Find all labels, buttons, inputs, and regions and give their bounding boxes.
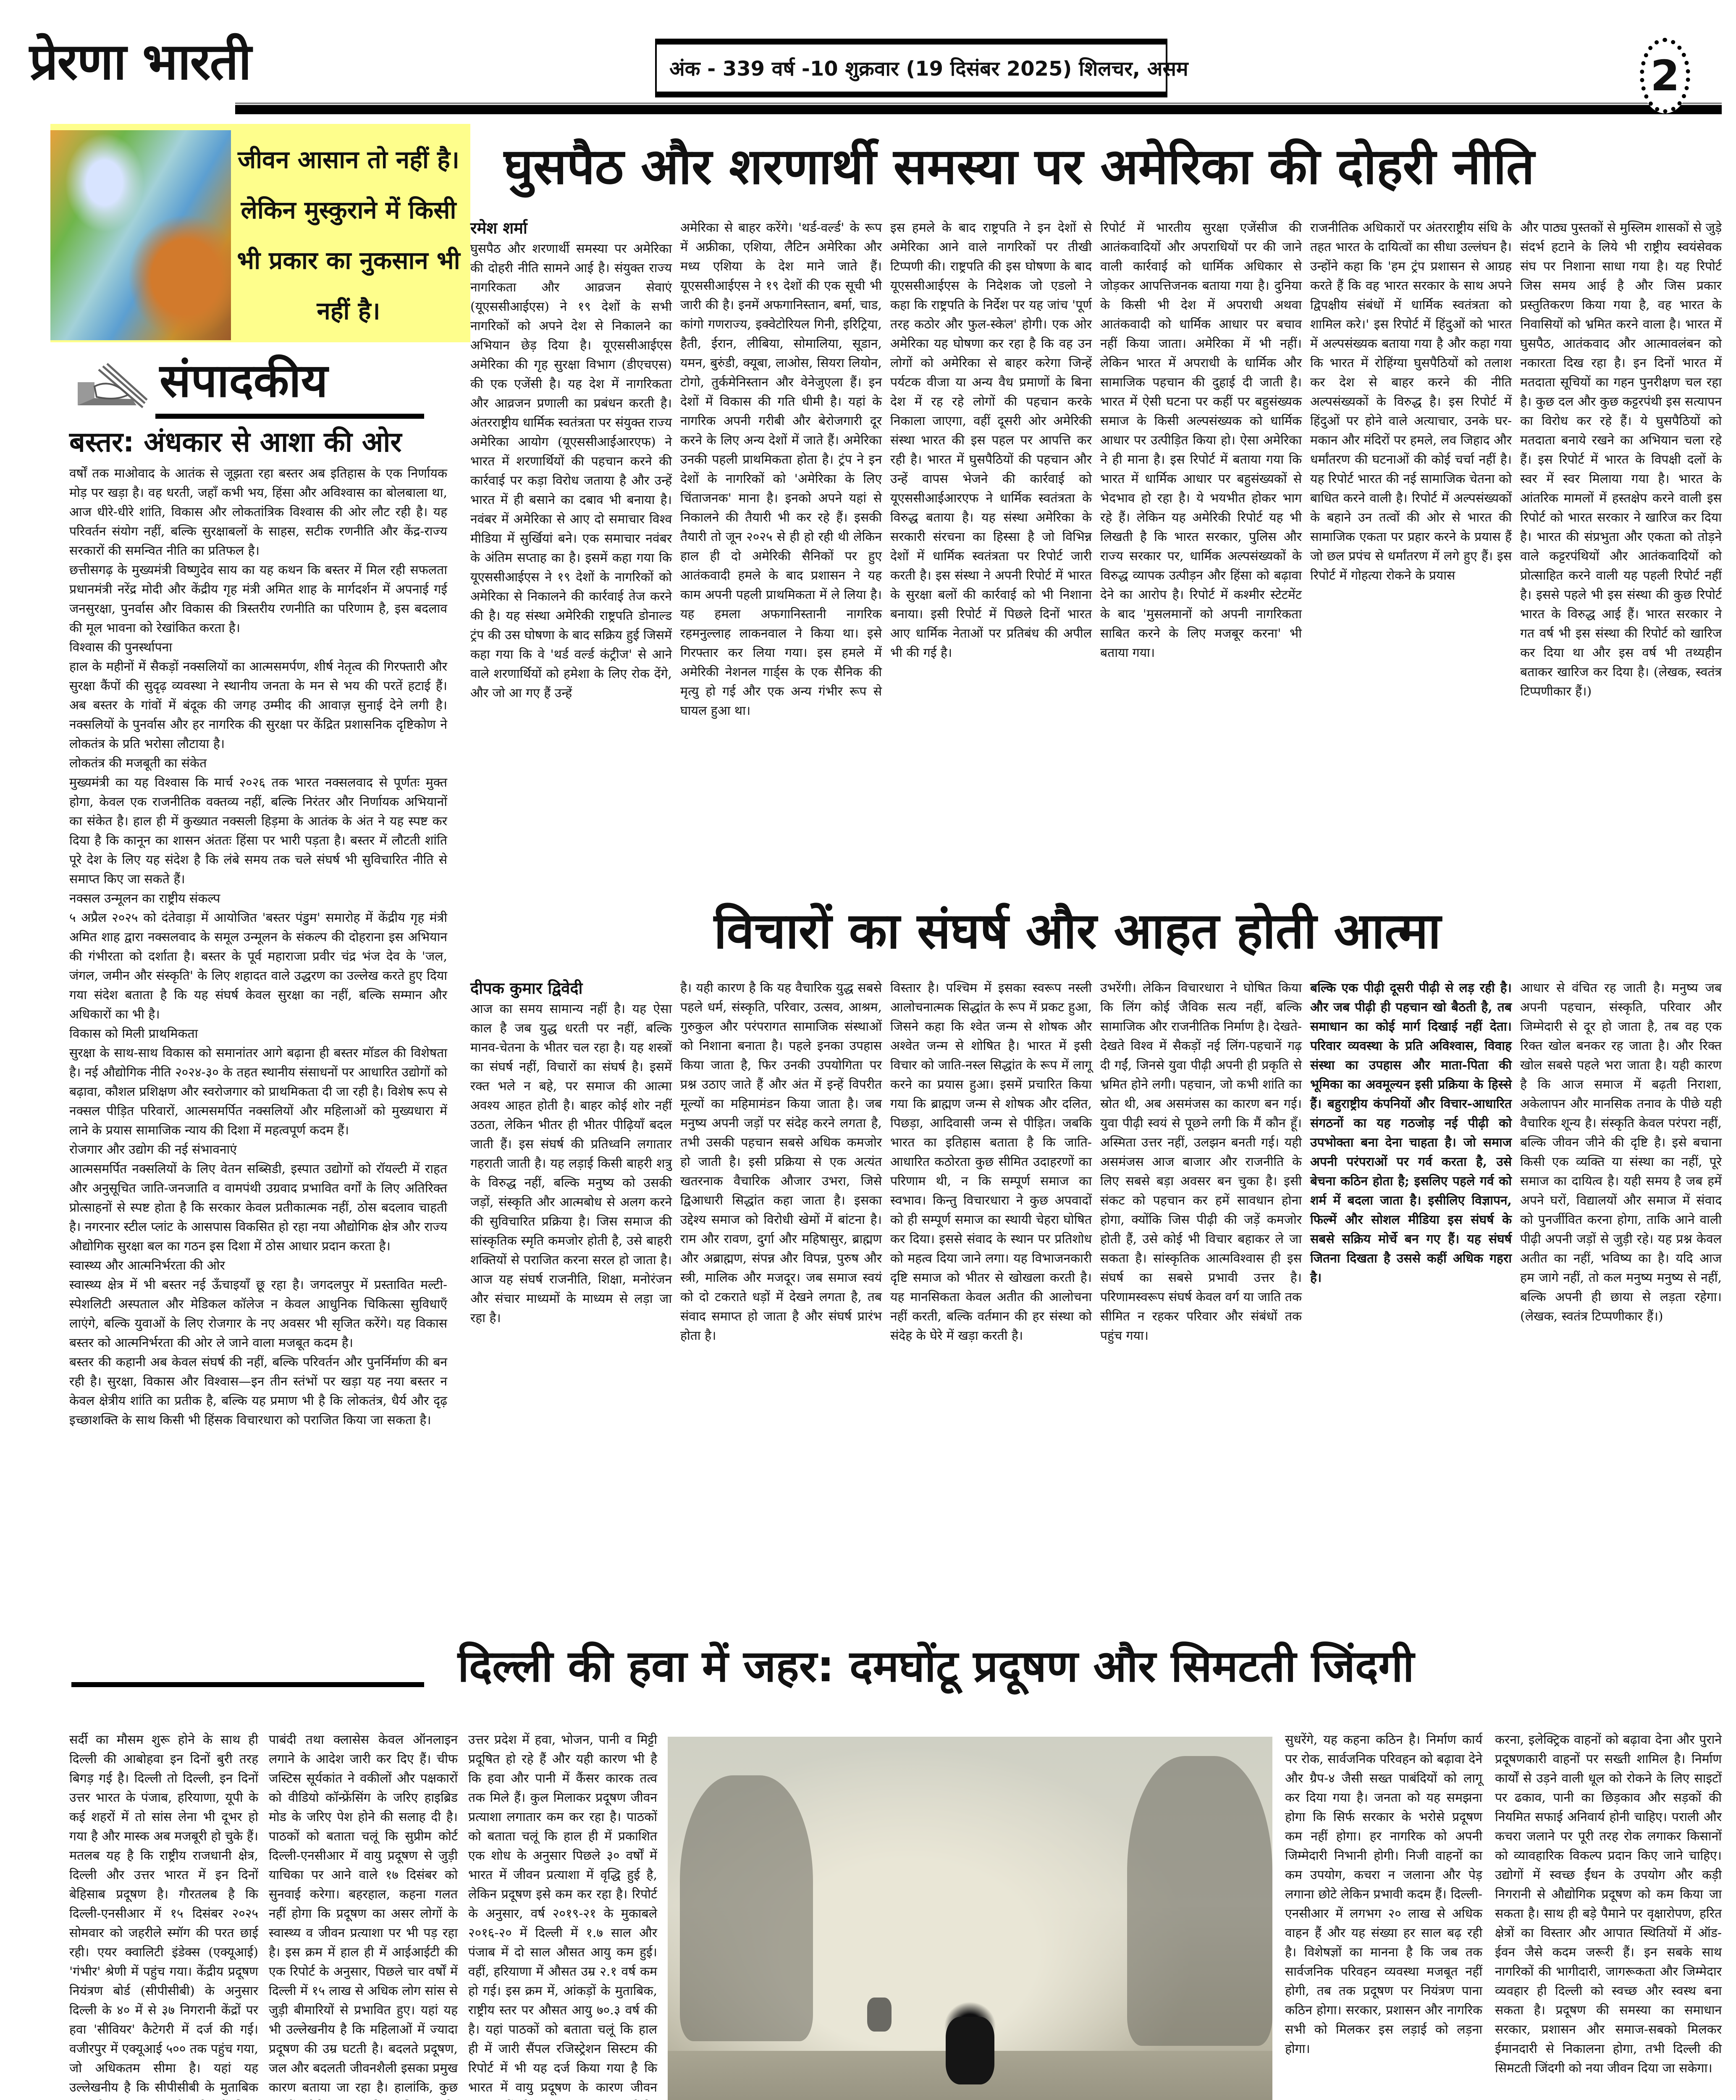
article-2-text: है। यही कारण है कि यह वैचारिक युद्ध सबसे पहले धर्म, संस्कृति, परिवार, उत्सव, आश्रम, गुरुकुल और परंपरागत सामाजिक संस्थाओं को निशाना बनाता है। पहले इनका उपहास किया जाता है, फिर उनकी उपयोगिता पर प्रश्न उठाए जाते हैं और अंत में इन्हें विपरीत मूल्यों का महिमामंडन किया जाता है। जब मनुष्य अपनी जड़ों पर संदेह करने लगता है, तभी उसकी पहचान सबसे अधिक कमजोर हो जाती है। इसी प्रक्रिया से एक अत्यंत खतरनाक वैचारिक औजार उभरा, जिसे द्विआधारी सिद्धांत कहा जाता है। इसका उद्देश्य समाज को विरोधी खेमों में बांटना है। राम और रावण, दुर्गा और महिषासुर, ब्राह्मण और अब्राह्मण, संपन्न और विपन्न, पुरुष और स्त्री, मालिक और मजदूर। जब समाज स्वयं को दो टकराते धड़ों में देखने लगता है, तब संवाद समाप्त हो जाता है और संघर्ष प्रारंभ होता है। (680, 981, 882, 1343)
article-2-column (890, 979, 1092, 1346)
editorial-underline (155, 414, 424, 419)
editorial-section-title: संपादकीय (160, 354, 328, 407)
article-1-text: रिपोर्ट में भारतीय सुरक्षा एजेंसीज की आतंकवादियों और अपराधियों पर की जाने वाली कार्रवाई को धार्मिक अधिकार से जोड़कर आपत्तिजनक बताया गया है। दुनिया के किसी भी देश में अपराधी अथवा आतंकवादी को धार्मिक आधार पर बचाव नहीं किया जाता। अमेरिका में भी नहीं। लेकिन भारत में अपराधी के धार्मिक और सामाजिक पहचान की दुहाई दी जाती है। भारत में ऐसी घटना पर कहीं पर बहुसंख्यक समाज के किसी अल्पसंख्यक को धार्मिक आधार पर उत्पीड़ित किया हो। ऐसा अमेरिका ने ही माना है। इस रिपोर्ट में बताया गया कि भारत में धार्मिक आधार पर बहुसंख्यकों से भेदभाव हो रहा है। ये भयभीत होकर भाग रहे हैं। लेकिन यह अमेरिकी रिपोर्ट यह भी लिखती है कि भारत सरकार, पुलिस और राज्य सरकार पर, धार्मिक अल्पसंख्यकों के विरुद्ध व्यापक उत्पीड़न और हिंसा को बढ़ावा देने का आरोप है। रिपोर्ट में कश्मीर स्टेटमेंट के बाद 'मुसलमानों को अपनी नागरिकता साबित करने के लिए मजबूर करना' भी बताया गया। (1100, 220, 1302, 660)
krishna-arjun-image (50, 130, 231, 340)
article-3-column (468, 1730, 657, 2100)
editorial-body (69, 464, 447, 1430)
editorial-subheading: लोकतंत्र की मजबूती का संकेत (69, 756, 207, 771)
pen-hand-icon (73, 361, 149, 412)
editorial-paragraph: वर्षों तक माओवाद के आतंक से जूझता रहा बस्तर अब इतिहास के एक निर्णायक मोड़ पर खड़ा है। वह धरती, जहाँ कभी भय, हिंसा और अविश्वास का बोलबाला था, आज धीरे-धीरे शांति, विकास और लोकतांत्रिक विश्वास की ओर लौट रही है। यह परिवर्तन संयोग नहीं, बल्कि सुरक्षाबलों के साहस, सटीक रणनीति और केंद्र-राज्य सरकारों की समन्वित नीति का प्रतिफल है। (69, 466, 447, 558)
masthead-rule (235, 105, 1722, 114)
article-3-column (1495, 1730, 1722, 2078)
photo-tree (680, 1775, 813, 2041)
editorial-subheading: नक्सल उन्मूलन का राष्ट्रीय संकल्प (69, 891, 220, 906)
article-1-headline: घुसपैठ और शरणार्थी समस्या पर अमेरिका की दोहरी नीति (504, 137, 1535, 195)
photo-rider (867, 1998, 892, 2032)
photo-rider (946, 2017, 994, 2084)
editorial-paragraph: मुख्यमंत्री का यह विश्वास कि मार्च २०२६ तक भारत नक्सलवाद से पूर्णतः मुक्त होगा, केवल एक राजनीतिक वक्तव्य नहीं, बल्कि निरंतर और निर्णायक अभियानों का संकेत है। हाल ही में कुख्यात नक्सली हिड़मा के आतंक के अंत ने यह स्पष्ट कर दिया है कि कानून का शासन अंततः हिंसा पर भारी पड़ता है। बस्तर में लौटती शांति पूरे देश के लिए यह संदेश है कि लंबे समय तक चले संघर्ष भी सुविचारित नीति से समाप्त किए जा सकते हैं। (69, 775, 447, 887)
article-2-text: उभरेंगी। लेकिन विचारधारा ने घोषित किया कि लिंग कोई जैविक सत्य नहीं, बल्कि सामाजिक और राजनीतिक निर्माण है। देखते-देखते विश्व में सैकड़ों नई लिंग-पहचानें गढ़ दी गईं, जिनसे युवा पीढ़ी अपनी ही प्रकृति से भ्रमित होने लगी। पहचान, जो कभी शांति का स्रोत थी, अब असमंजस का कारण बन गई। युवा पीढ़ी स्वयं से पूछने लगी कि मैं कौन हूँ। अस्मिता उत्तर नहीं, उलझन बनती गई। यही असमंजस आज बाजार और राजनीति के लिए सबसे बड़ा अवसर बन चुका है। इसी संकट को पहचान कर हमें सावधान होना होगा, क्योंकि जिस पीढ़ी की जड़ें कमजोर होती हैं, उसे कोई भी विचार बहाकर ले जा सकता है। सांस्कृतिक आत्मविश्वास ही इस संघर्ष का सबसे प्रभावी उत्तर है। परिणामस्वरूप संघर्ष केवल वर्ग या जाति तक सीमित न रहकर परिवार और संबंधों तक पहुंच गया। (1100, 981, 1302, 1343)
article-1-text: राजनीतिक अधिकारों पर अंतरराष्ट्रीय संधि के तहत भारत के दायित्वों का सीधा उल्लंघन है। उन्होंने कहा कि 'हम ट्रंप प्रशासन से आग्रह करते हैं कि वह भारत सरकार के साथ अपने द्विपक्षीय संबंधों में धार्मिक स्वतंत्रता को शामिल करे।' इस रिपोर्ट में हिंदुओं को भारत में अल्पसंख्यक बताया गया है और कहा गया कि भारत में रोहिंग्या घुसपैठियों को तलाश कर देश से बाहर करने की नीति अल्पसंख्यकों के विरुद्ध है। इस रिपोर्ट में हिंदुओं पर होने वाले अत्याचार, उनके घर-मकान और मंदिरों पर हमले, लव जिहाद और धर्मांतरण की घटनाओं की कोई चर्चा नहीं है। यह रिपोर्ट भारत की नई सामाजिक चेतना को बाधित करने वाली है। रिपोर्ट में अल्पसंख्यकों के बहाने उन तत्वों की ओर से भारत की सामाजिक एकता पर प्रहार करने के प्रयास हैं जो छल प्रपंच से धर्मांतरण में लगे हुए हैं। इस रिपोर्ट में गोहत्या रोकने के प्रयास (1310, 220, 1512, 583)
photo-tree (1127, 1756, 1272, 2046)
editorial-paragraph: आत्मसमर्पित नक्सलियों के लिए वेतन सब्सिडी, इस्पात उद्योगों को रॉयल्टी में राहत और अनुसूचित जाति-जनजाति व वामपंथी उग्रवाद प्रभावित वर्गों के लिए अतिरिक्त प्रोत्साहनों से स्पष्ट होता है कि सरकार केवल प्रतीकात्मक नहीं, ठोस बदलाव चाहती है। नगरनार स्टील प्लांट के आसपास विकसित हो रहा नया औद्योगिक क्षेत्र और राज्य औद्योगिक सुरक्षा बल का गठन इस दिशा में ठोस आधार प्रदान करता है। (69, 1162, 447, 1254)
editorial-subheading: स्वास्थ्य और आत्मनिर्भरता की ओर (69, 1258, 225, 1273)
article-2-byline: दीपक कुमार द्विवेदी (470, 979, 583, 998)
article-2-text: आधार से वंचित रह जाती है। मनुष्य जब अपनी पहचान, संस्कृति, परिवार और जिम्मेदारी से दूर हो जाता है, तब वह एक रिक्त खोल बनकर रह जाता है। और रिक्त खोल सबसे पहले भरा जाता है। यही कारण है कि आज समाज में बढ़ती निराशा, अकेलापन और मानसिक तनाव के पीछे यही वैचारिक शून्य है। संस्कृति केवल परंपरा नहीं, बल्कि जीवन जीने की दृष्टि है। इसे बचाना किसी एक व्यक्ति या संस्था का नहीं, पूरे समाज का दायित्व है। यही समय है जब हमें अपने घरों, विद्यालयों और समाज में संवाद को पुनर्जीवित करना होगा, ताकि आने वाली पीढ़ी अपनी जड़ों से जुड़ी रहे। यह प्रश्न केवल अतीत का नहीं, भविष्य का है। यदि आज हम जागे नहीं, तो कल मनुष्य मनुष्य से नहीं, बल्कि अपनी ही छाया से लड़ता रहेगा। (लेखक, स्वतंत्र टिप्पणीकार हैं।) (1520, 981, 1722, 1324)
article-2-column (1100, 979, 1302, 1346)
article-2-text: बल्कि एक पीढ़ी दूसरी पीढ़ी से लड़ रही है। और जब पीढ़ी ही पहचान खो बैठती है, तब समाधान का कोई मार्ग दिखाई नहीं देता। परिवार व्यवस्था के प्रति अविश्वास, विवाह संस्था का उपहास और माता-पिता की भूमिका का अवमूल्यन इसी प्रक्रिया के हिस्से हैं। बहुराष्ट्रीय कंपनियों और विचार-आधारित संगठनों का यह गठजोड़ नई पीढ़ी को उपभोक्ता बना देना चाहता है। जो समाज अपनी परंपराओं पर गर्व करता है, उसे बेचना कठिन होता है; इसलिए पहले गर्व को शर्म में बदला जाता है। इसीलिए विज्ञापन, फिल्में और सोशल मीडिया इस संघर्ष के सबसे सक्रिय मोर्चे बन गए हैं। यह संघर्ष जितना दिखता है उससे कहीं अधिक गहरा है। (1310, 981, 1512, 1285)
article-1-text: और पाठ्य पुस्तकों से मुस्लिम शासकों से जुड़े संदर्भ हटाने के लिये भी राष्ट्रीय स्वयंसेवक संघ पर निशाना साधा गया है। यह रिपोर्ट जिस समय आई है और जिस प्रकार प्रस्तुतिकरण किया गया है, वह भारत के निवासियों को भ्रमित करने वाला है। भारत में घुसपैठ, आतंकवाद और आत्मावलंबन को नकारता दिख रहा है। इन दिनों भारत में मतदाता सूचियों का गहन पुनरीक्षण चल रहा है। कुछ दल और कुछ कट्टरपंथी इस सत्यापन का विरोध कर रहे हैं। ये घुसपैठियों को मतदाता बनाये रखने का अभियान चला रहे हैं। इस रिपोर्ट में भारत के विपक्षी दलों के स्वर में स्वर मिलाया गया है। भारत के आंतरिक मामलों में हस्तक्षेप करने वाली इस रिपोर्ट को भारत सरकार ने खारिज कर दिया है। भारत की संप्रभुता और एकता को तोड़ने वाले कट्टरपंथियों और आतंकवादियों को प्रोत्साहित करने वाली यह पहली रिपोर्ट नहीं है। इससे पहले भी इस संस्था की कुछ रिपोर्ट भारत के विरुद्ध आई हैं। भारत सरकार ने गत वर्ष भी इस संस्था की रिपोर्ट को खारिज कर दिया था और इस वर्ष भी तथ्यहीन बताकर खारिज कर दिया है। (लेखक, स्वतंत्र टिप्पणीकार हैं।) (1520, 220, 1722, 699)
article-1-text: इस हमले के बाद राष्ट्रपति ने इन देशों से अमेरिका आने वाले नागरिकों पर तीखी टिप्पणी की। राष्ट्रपति की इस घोषणा के बाद यूएससीआईएस के निदेशक जो एडलो ने कहा कि राष्ट्रपति के निर्देश पर यह जांच 'पूर्ण तरह कठोर और फुल-स्केल' होगी। एक ओर अमेरिका यह घोषणा कर रहा है कि वह उन लोगों को अमेरिका से बाहर करेगा जिन्हें पर्यटक वीजा या अन्य वैध प्रमाणों के बिना देश में रह रहे लोगों की पहचान करके निकाला जाएगा, वहीं दूसरी ओर अमेरिकी संस्था भारत की इस पहल पर आपत्ति कर रही है। भारत में घुसपैठियों की पहचान और उन्हें वापस भेजने की कार्रवाई को यूएससीआईआरएफ ने धार्मिक स्वतंत्रता के विरुद्ध बताया है। यह संस्था अमेरिका के सरकारी संरचना का हिस्सा है जो विभिन्न देशों में धार्मिक स्वतंत्रता पर रिपोर्ट जारी करती है। इस संस्था ने अपनी रिपोर्ट में भारत के सुरक्षा बलों की कार्रवाई को भी निशाना बनाया। इसी रिपोर्ट में पिछले दिनों भारत आए धार्मिक नेताओं पर प्रतिबंध की अपील भी की गई है। (890, 220, 1092, 660)
article-3-headline: दिल्ली की हवा में जहर: दमघोंटू प्रदूषण और सिमटती जिंदगी (458, 1641, 1414, 1692)
editorial-subheading: विश्वास की पुनर्स्थापना (69, 640, 172, 655)
article-1-column (890, 218, 1092, 663)
quote-text: जीवन आसान तो नहीं है। लेकिन मुस्कुराने में किसी भी प्रकार का नुकसान भी नहीं है। (237, 145, 460, 325)
article-2-text: आज का समय सामान्य नहीं है। यह ऐसा काल है जब युद्ध धरती पर नहीं, बल्कि मानव-चेतना के भीतर चल रहा है। यह शस्त्रों का संघर्ष नहीं, विचारों का संघर्ष है। इसमें रक्त भले न बहे, पर समाज की आत्मा अवश्य आहत होती है। बाहर कोई शोर नहीं उठता, लेकिन भीतर ही भीतर पीढ़ियाँ बदल जाती हैं। इस संघर्ष की प्रतिध्वनि लगातार गहराती जाती है। यह लड़ाई किसी बाहरी शत्रु के विरुद्ध नहीं, बल्कि मनुष्य को उसकी जड़ों, संस्कृति और आत्मबोध से अलग करने की सुविचारित प्रक्रिया है। जिस समाज की सांस्कृतिक स्मृति कमजोर होती है, उसे बाहरी शक्तियों से पराजित करना सरल हो जाता है। आज यह संघर्ष राजनीति, शिक्षा, मनोरंजन और संचार माध्यमों के माध्यम से लड़ा जा रहा है। (470, 1002, 672, 1326)
article-2-column (1310, 979, 1512, 1288)
article-3-column (1285, 1730, 1482, 2059)
editorial-paragraph: हाल के महीनों में सैकड़ों नक्सलियों का आत्मसमर्पण, शीर्ष नेतृत्व की गिरफ्तारी और सुरक्षा कैंपों की सुदृढ़ व्यवस्था ने स्थानीय जनता के मन से भय की परतें हटाई हैं। अब बस्तर के गांवों में बंदूक की जगह उम्मीद की आवाज़ सुनाई देने लगी है। नक्सलियों के पुनर्वास और हर नागरिक की सुरक्षा पर केंद्रित प्रशासनिक दृष्टिकोण ने लोकतंत्र के प्रति भरोसा लौटाया है। (69, 659, 447, 751)
article-1-column (1310, 218, 1512, 585)
issue-info-box (655, 39, 1188, 97)
article-2-column (1520, 979, 1722, 1326)
editorial-paragraph: स्वास्थ्य क्षेत्र में भी बस्तर नई ऊँचाइयाँ छू रहा है। जगदलपुर में प्रस्तावित मल्टी-स्पेशलिटी अस्पताल और मेडिकल कॉलेज न केवल आधुनिक चिकित्सा सुविधाएँ लाएंगे, बल्कि युवाओं के लिए रोजगार के नए अवसर भी सृजित करेंगे। यह विकास बस्तर को आत्मनिर्भरता की ओर ले जाने वाला मजबूत कदम है। (69, 1278, 447, 1350)
editorial-subheading: रोजगार और उद्योग की नई संभावनाएं (69, 1142, 237, 1157)
article-1-column (470, 218, 672, 703)
article-3-text: उत्तर प्रदेश में हवा, भोजन, पानी व मिट्टी प्रदूषित हो रहे हैं और यही कारण भी है कि हवा और पानी में कैंसर कारक तत्व तक मिले हैं। कुल मिलाकर प्रदूषण जीवन प्रत्याशा लगातार कम कर रहा है। पाठकों को बताता चलूं कि हाल ही में प्रकाशित एक शोध के अनुसार पिछले ३० वर्षों में भारत में जीवन प्रत्याशा में वृद्धि हुई है, लेकिन प्रदूषण इसे कम कर रहा है। रिपोर्ट के अनुसार, वर्ष २०१९-२१ के मुकाबले २०१६-२० में दिल्ली में १.७ साल और पंजाब में दो साल औसत आयु कम हुई। वहीं, हरियाणा में औसत उम्र २.१ वर्ष कम हो गई। इस क्रम में, आंकड़ों के मुताबिक, राष्ट्रीय स्तर पर औसत आयु ७०.३ वर्ष की है। यहां पाठकों को बताता चलूं कि हाल ही में जारी सैंपल रजिस्ट्रेशन सिस्टम की रिपोर्ट में भी यह दर्ज किया गया है कि भारत में वायु प्रदूषण के कारण जीवन (468, 1732, 657, 2095)
article-1-text: घुसपैठ और शरणार्थी समस्या पर अमेरिका की दोहरी नीति सामने आई है। संयुक्त राज्य नागरिकता और आव्रजन सेवाएं (यूएससीआईएस) ने १९ देशों के सभी नागरिकों को अपने देश से निकालने का अभियान छेड़ दिया है। यूएससीआईएस अमेरिका की गृह सुरक्षा विभाग (डीएचएस) की एक एजेंसी है। यह देश में नागरिकता और आव्रजन प्रणाली का प्रबंधन करती है। अंतरराष्ट्रीय धार्मिक स्वतंत्रता पर संयुक्त राज्य अमेरिका आयोग (यूएससीआईआरएफ) ने भारत में शरणार्थियों की पहचान करने की कार्रवाई पर कड़ा विरोध जताया है और उन्हें भारत में ही बसाने का दबाव भी बनाया है। नवंबर में अमेरिका से आए दो समाचार विश्व मीडिया में सुर्खियां बने। एक समाचार नवंबर के अंतिम सप्ताह का है। इसमें कहा गया कि यूएससीआईएस ने १९ देशों के नागरिकों को अमेरिका से निकालने की कार्रवाई तेज करने की है। यह संस्था अमेरिकी राष्ट्रपति डोनाल्ड ट्रंप की उस घोषणा के बाद सक्रिय हुई जिसमें कहा गया कि वे 'थर्ड वर्ल्ड कंट्रीज' से आने वाले शरणार्थियों को हमेशा के लिए रोक देंगे, और जो आ गए हैं उन्हें (470, 242, 672, 701)
article-1-text: अमेरिका से बाहर करेंगे। 'थर्ड-वर्ल्ड' के रूप में अफ्रीका, एशिया, लैटिन अमेरिका और मध्य एशिया के देश माने जाते हैं। यूएससीआईएस ने १९ देशों की एक सूची भी जारी की है। इनमें अफगानिस्तान, बर्मा, चाड, कांगो गणराज्य, इक्वेटोरियल गिनी, इरिट्रिया, हैती, ईरान, लीबिया, सोमालिया, सूडान, यमन, बुरुंडी, क्यूबा, लाओस, सियरा लियोन, टोगो, तुर्कमेनिस्तान और वेनेजुएला हैं। इन देशों में विकास की गति धीमी है। यहां के नागरिक अपनी गरीबी और बेरोजगारी दूर करने के लिए अन्य देशों में जाते हैं। अमेरिका उनकी पहली प्राथमिकता होता है। ट्रंप ने इन देशों के नागरिकों को 'अमेरिका के लिए चिंताजनक' माना है। इनको अपने यहां से निकालने की तैयारी भी कर रहे हैं। इसकी तैयारी तो जून २०२५ से ही हो रही थी लेकिन हाल ही दो अमेरिकी सैनिकों पर हुए आतंकवादी हमले के बाद प्रशासन ने यह काम अपनी पहली प्राथमिकता में ले लिया है। यह हमला अफगानिस्तानी नागरिक रहमनुल्लाह लाकनवाल ने किया था। इसे गिरफ्तार कर लिया गया। इस हमले में अमेरिकी नेशनल गार्ड्स के एक सैनिक की मृत्यु हो गई और एक अन्य गंभीर रूप से घायल हुआ था। (680, 220, 882, 718)
article-2-text: विस्तार है। पश्चिम में इसका स्वरूप नस्ली आलोचनात्मक सिद्धांत के रूप में प्रकट हुआ, जिसने कहा कि श्वेत जन्म से शोषक और अश्वेत जन्म से शोषित है। भारत में इसी विचार को जाति-नस्ल सिद्धांत के रूप में लागू करने का प्रयास हुआ। इसमें प्रचारित किया गया कि ब्राह्मण जन्म से शोषक और दलित, पिछड़ा, आदिवासी जन्म से पीड़ित। जबकि भारत का इतिहास बताता है कि जाति-आधारित कठोरता कुछ सीमित उदाहरणों का परिणाम थी, न कि सम्पूर्ण समाज का स्वभाव। किन्तु विचारधारा ने कुछ अपवादों को ही सम्पूर्ण समाज का स्थायी चेहरा घोषित कर दिया। इससे संवाद के स्थान पर प्रतिशोध को महत्व दिया जाने लगा। यह विभाजनकारी दृष्टि समाज को भीतर से खोखला करती है। यह मानसिकता केवल अतीत की आलोचना नहीं करती, बल्कि वर्तमान की हर संस्था को संदेह के घेरे में खड़ा करती है। (890, 981, 1092, 1343)
editorial-paragraph: छत्तीसगढ़ के मुख्यमंत्री विष्णुदेव साय का यह कथन कि बस्तर में मिल रही सफलता प्रधानमंत्री नरेंद्र मोदी और केंद्रीय गृह मंत्री अमित शाह के मार्गदर्शन में अपनाई गई जनसुरक्षा, पुनर्वास और विकास की त्रिस्तरीय रणनीति का परिणाम है, इस बदलाव की मूल भावना को रेखांकित करता है। (69, 563, 447, 635)
article-2-column (470, 979, 672, 1328)
editorial-paragraph: बस्तर की कहानी अब केवल संघर्ष की नहीं, बल्कि परिवर्तन और पुनर्निर्माण की बन रही है। सुरक्षा, विकास और विश्वास—इन तीन स्तंभों पर खड़ा यह नया बस्तर न केवल क्षेत्रीय शांति का प्रतीक है, बल्कि यह प्रमाण भी है कि लोकतंत्र, धैर्य और दृढ़ इच्छाशक्ति के साथ किसी भी हिंसक विचारधारा को पराजित किया जा सकता है। (69, 1355, 447, 1428)
article-2-headline: विचारों का संघर्ष और आहत होती आत्मा (714, 902, 1441, 960)
page-number-badge (1638, 34, 1692, 118)
editorial-paragraph: सुरक्षा के साथ-साथ विकास को समानांतर आगे बढ़ाना ही बस्तर मॉडल की विशेषता है। नई औद्योगिक नीति २०२४-३० के तहत स्थानीय संसाधनों पर आधारित उद्योगों को बढ़ावा, कौशल प्रशिक्षण और स्वरोजगार को प्राथमिकता दी जा रही है। विशेष रूप से नक्सल पीड़ित परिवारों, आत्मसमर्पित नक्सलियों और महिलाओं को मुख्यधारा में लाने के प्रयास सामाजिक न्याय की दिशा में महत्वपूर्ण कदम हैं। (69, 1046, 447, 1138)
article-3-text: पाबंदी तथा क्लासेस केवल ऑनलाइन लगाने के आदेश जारी कर दिए हैं। चीफ जस्टिस सूर्यकांत ने वकीलों और पक्षकारों को वीडियो कॉन्फ्रेंसिंग के जरिए हाइब्रिड मोड के जरिए पेश होने की सलाह दी है। पाठकों को बताता चलूं कि सुप्रीम कोर्ट दिल्ली-एनसीआर में वायु प्रदूषण से जुड़ी याचिका पर आने वाले १७ दिसंबर को सुनवाई करेगा। बहरहाल, कहना गलत नहीं होगा कि प्रदूषण का असर लोगों के स्वास्थ्य व जीवन प्रत्याशा पर भी पड़ रहा है। इस क्रम में हाल ही में आईआईटी की एक रिपोर्ट के अनुसार, पिछले चार वर्षों में दिल्ली में १५ लाख से अधिक लोग सांस से जुड़ी बीमारियों से प्रभावित हुए। यहां यह भी उल्लेखनीय है कि महिलाओं में ज्यादा प्रदूषण की उम्र घटती है। बदलते प्रदूषण, जल और बदलती जीवनशैली इसका प्रमुख कारण बताया जा रहा है। हालांकि, कुछ (269, 1732, 458, 2095)
editorial-subheading: विकास को मिली प्राथमिकता (69, 1026, 198, 1041)
article-1-byline: रमेश शर्मा (470, 219, 527, 237)
article-3-text: सुधरेंगे, यह कहना कठिन है। निर्माण कार्य पर रोक, सार्वजनिक परिवहन को बढ़ावा देने और ग्रैप-४ जैसी सख्त पाबंदियों को लागू कर दिया गया है। जनता को यह समझना होगा कि सिर्फ सरकार के भरोसे प्रदूषण कम नहीं होगा। हर नागरिक को अपनी जिम्मेदारी निभानी होगी। निजी वाहनों का कम उपयोग, कचरा न जलाना और पेड़ लगाना छोटे लेकिन प्रभावी कदम हैं। दिल्ली-एनसीआर में लगभग २० लाख से अधिक वाहन हैं और यह संख्या हर साल बढ़ रही है। विशेषज्ञों का मानना है कि जब तक सार्वजनिक परिवहन व्यवस्था मजबूत नहीं होगी, तब तक प्रदूषण पर नियंत्रण पाना कठिन होगा। सरकार, प्रशासन और नागरिक सभी को मिलकर इस लड़ाई को लड़ना होगा। (1285, 1732, 1482, 2056)
article-3-text: करना, इलेक्ट्रिक वाहनों को बढ़ावा देना और पुराने प्रदूषणकारी वाहनों पर सख्ती शामिल है। निर्माण कार्यों से उड़ने वाली धूल को रोकने के लिए साइटों पर ढकाव, पानी का छिड़काव और सड़कों की नियमित सफाई अनिवार्य होनी चाहिए। पराली और कचरा जलाने पर पूरी तरह रोक लगाकर किसानों को व्यावहारिक विकल्प प्रदान किए जाने चाहिए। उद्योगों में स्वच्छ ईंधन के उपयोग और कड़ी निगरानी से औद्योगिक प्रदूषण को कम किया जा सकता है। साथ ही बड़े पैमाने पर वृक्षारोपण, हरित क्षेत्रों का विस्तार और आपात स्थितियों में ऑड-ईवन जैसे कदम जरूरी हैं। इन सबके साथ नागरिकों की भागीदारी, जागरूकता और जिम्मेदार व्यवहार ही दिल्ली को स्वच्छ और स्वस्थ बना सकता है। प्रदूषण की समस्या का समाधान सरकार, प्रशासन और समाज-सबको मिलकर ईमानदारी से निकालना होगा, तभी दिल्ली की सिमटती जिंदगी को नया जीवन दिया जा सकेगा। (1495, 1732, 1722, 2076)
masthead-rule-thin (235, 102, 1722, 104)
editorial-paragraph: ५ अप्रैल २०२५ को दंतेवाड़ा में आयोजित 'बस्तर पंडुम' समारोह में केंद्रीय गृह मंत्री अमित शाह द्वारा नक्सलवाद के समूल उन्मूलन के संकल्प की दोहराना इस अभियान की गंभीरता को दर्शाता है। बस्तर के पूर्व महाराजा प्रवीर चंद्र भंज देव के 'जल, जंगल, जमीन और संस्कृति' के लिए शहादत वाले उद्धरण का उल्लेख करते हुए दिया गया संदेश बताता है कि यह संघर्ष केवल सुरक्षा का नहीं, बल्कि सम्मान और अधिकारों का भी है। (69, 911, 447, 1022)
article-1-column (680, 218, 882, 721)
article-3-column (269, 1730, 458, 2100)
section-divider (71, 1682, 424, 1687)
article-3-column (69, 1730, 258, 2100)
newspaper-title: प्रेरणा भारती (29, 33, 251, 91)
article-1-column (1520, 218, 1722, 701)
article-3-text: सर्दी का मौसम शुरू होने के साथ ही दिल्ली की आबोहवा इन दिनों बुरी तरह बिगड़ गई है। दिल्ली तो दिल्ली, इन दिनों उत्तर भारत के पंजाब, हरियाणा, यूपी के कई शहरों में तो सांस लेना भी दूभर हो गया है और मास्क अब मजबूरी हो चुके हैं। मतलब यह है कि राष्ट्रीय राजधानी क्षेत्र, दिल्ली और उत्तर भारत में इन दिनों बेहिसाब प्रदूषण है। गौरतलब है कि दिल्ली-एनसीआर में १५ दिसंबर २०२५ सोमवार को जहरीले स्मॉग की परत छाई रही। एयर क्वालिटी इंडेक्स (एक्यूआई) 'गंभीर' श्रेणी में पहुंच गया। केंद्रीय प्रदूषण नियंत्रण बोर्ड (सीपीसीबी) के अनुसार दिल्ली के ४० में से ३७ निगरानी केंद्रों पर हवा 'सीवियर' कैटेगरी में दर्ज की गई। वजीरपुर में एक्यूआई ५०० तक पहुंच गया, जो अधिकतम सीमा है। यहां यह उल्लेखनीय है कि सीपीसीबी के मुताबिक (69, 1732, 258, 2095)
page-number: 2 (1640, 38, 1690, 113)
editorial-headline: बस्तर: अंधकार से आशा की ओर (69, 426, 402, 458)
article-1-column (1100, 218, 1302, 663)
delhi-smog-photo (668, 1737, 1272, 2100)
issue-info: अंक - 339 वर्ष -10 शुक्रवार (19 दिसंबर 2025) शिलचर, असम (669, 57, 1188, 81)
article-2-column (680, 979, 882, 1346)
